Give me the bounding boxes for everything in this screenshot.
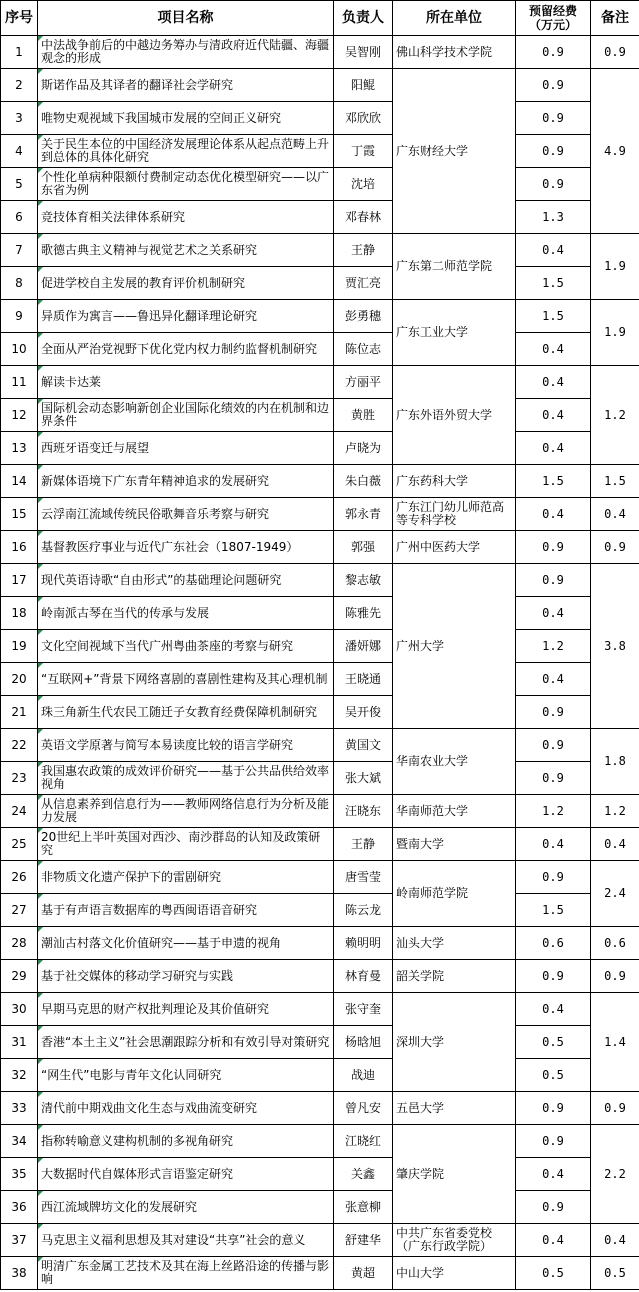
- project-name: 英语文学原著与简写本易读度比较的语言学研究: [38, 729, 334, 762]
- project-name: 珠三角新生代农民工随迁子女教育经费保障机制研究: [38, 696, 334, 729]
- remark-total: 1.8: [591, 729, 639, 795]
- reserved-fund: 0.4: [516, 366, 591, 399]
- row-number: 27: [1, 894, 38, 927]
- project-leader: 陈云龙: [334, 894, 393, 927]
- project-name: 马克思主义福利思想及其对建设“共享”社会的意义: [38, 1224, 334, 1257]
- project-name: 大数据时代自媒体形式言语鉴定研究: [38, 1158, 334, 1191]
- reserved-fund: 0.4: [516, 432, 591, 465]
- row-number: 38: [1, 1257, 38, 1290]
- project-name: “网生代”电影与青年文化认同研究: [38, 1059, 334, 1092]
- table-row: [1, 696, 639, 729]
- table-row: [1, 1224, 639, 1257]
- row-number: 19: [1, 630, 38, 663]
- project-leader: 邓春林: [334, 201, 393, 234]
- institution: 广东药科大学: [393, 465, 516, 498]
- row-number: 14: [1, 465, 38, 498]
- institution: 岭南师范学院: [393, 861, 516, 927]
- reserved-fund: 1.3: [516, 201, 591, 234]
- table-row: [1, 498, 639, 531]
- remark-total: 0.4: [591, 498, 639, 531]
- institution: 深圳大学: [393, 993, 516, 1092]
- institution: 韶关学院: [393, 960, 516, 993]
- table-row: [1, 1092, 639, 1125]
- project-name: 从信息素养到信息行为——教师网络信息行为分析及能力发展: [38, 795, 334, 828]
- project-leader: 彭勇穗: [334, 300, 393, 333]
- project-leader: 陈位志: [334, 333, 393, 366]
- reserved-fund: 0.9: [516, 1125, 591, 1158]
- reserved-fund: 0.9: [516, 861, 591, 894]
- project-name: 西江流域牌坊文化的发展研究: [38, 1191, 334, 1224]
- project-name: 早期马克思的财产权批判理论及其价值研究: [38, 993, 334, 1026]
- reserved-fund: 0.4: [516, 333, 591, 366]
- reserved-fund: 0.4: [516, 597, 591, 630]
- project-leader: 王晓通: [334, 663, 393, 696]
- table-row: [1, 234, 639, 267]
- project-leader: 吴开俊: [334, 696, 393, 729]
- project-name: 香港“本土主义”社会思潮跟踪分析和有效引导对策研究: [38, 1026, 334, 1059]
- remark-total: 1.9: [591, 234, 639, 300]
- table-row: [1, 927, 639, 960]
- table-row: [1, 795, 639, 828]
- reserved-fund: 0.9: [516, 69, 591, 102]
- institution: 广州大学: [393, 564, 516, 729]
- table-row: [1, 531, 639, 564]
- table-row: [1, 102, 639, 135]
- row-number: 7: [1, 234, 38, 267]
- project-name: 云浮南江流域传统民俗歌舞音乐考察与研究: [38, 498, 334, 531]
- reserved-fund: 0.9: [516, 1191, 591, 1224]
- project-name: 唯物史观视域下我国城市发展的空间正义研究: [38, 102, 334, 135]
- reserved-fund: 0.9: [516, 168, 591, 201]
- institution: 华南农业大学: [393, 729, 516, 795]
- table-row: [1, 597, 639, 630]
- row-number: 22: [1, 729, 38, 762]
- table-row: [1, 69, 639, 102]
- reserved-fund: 0.4: [516, 1224, 591, 1257]
- table-row: [1, 729, 639, 762]
- row-number: 10: [1, 333, 38, 366]
- institution: 汕头大学: [393, 927, 516, 960]
- table-row: [1, 1257, 639, 1290]
- remark-total: 1.4: [591, 993, 639, 1092]
- project-name: 清代前中期戏曲文化生态与戏曲流变研究: [38, 1092, 334, 1125]
- reserved-fund: 0.5: [516, 1257, 591, 1290]
- institution: 华南师范大学: [393, 795, 516, 828]
- reserved-fund: 1.2: [516, 795, 591, 828]
- remark-total: 3.8: [591, 564, 639, 729]
- project-leader: 张守奎: [334, 993, 393, 1026]
- row-number: 17: [1, 564, 38, 597]
- row-number: 15: [1, 498, 38, 531]
- row-number: 4: [1, 135, 38, 168]
- project-leader: 汪晓东: [334, 795, 393, 828]
- remark-total: 0.6: [591, 927, 639, 960]
- project-name: 潮汕古村落文化价值研究——基于申遗的视角: [38, 927, 334, 960]
- row-number: 8: [1, 267, 38, 300]
- project-name: 基督教医疗事业与近代广东社会（1807-1949）: [38, 531, 334, 564]
- table-row: [1, 366, 639, 399]
- project-name: 明清广东金属工艺技术及其在海上丝路沿途的传播与影响: [38, 1257, 334, 1290]
- table-row: [1, 333, 639, 366]
- institution: 广州中医药大学: [393, 531, 516, 564]
- reserved-fund: 0.9: [516, 102, 591, 135]
- table-row: [1, 861, 639, 894]
- table-row: [1, 201, 639, 234]
- row-number: 13: [1, 432, 38, 465]
- institution: 肇庆学院: [393, 1125, 516, 1224]
- row-number: 1: [1, 36, 38, 69]
- reserved-fund: 0.4: [516, 1158, 591, 1191]
- reserved-fund: 1.5: [516, 267, 591, 300]
- project-leader: 唐雪莹: [334, 861, 393, 894]
- reserved-fund: 0.4: [516, 663, 591, 696]
- institution: 广东外语外贸大学: [393, 366, 516, 465]
- row-number: 31: [1, 1026, 38, 1059]
- project-name: 西班牙语变迁与展望: [38, 432, 334, 465]
- row-number: 21: [1, 696, 38, 729]
- table-row: [1, 300, 639, 333]
- row-number: 23: [1, 762, 38, 795]
- remark-total: 0.4: [591, 828, 639, 861]
- project-leader: 黄国文: [334, 729, 393, 762]
- project-name: 指称转喻意义建构机制的多视角研究: [38, 1125, 334, 1158]
- project-name: 竞技体育相关法律体系研究: [38, 201, 334, 234]
- row-number: 20: [1, 663, 38, 696]
- project-leader: 卢晓为: [334, 432, 393, 465]
- reserved-fund: 0.4: [516, 399, 591, 432]
- project-name: 岭南派古琴在当代的传承与发展: [38, 597, 334, 630]
- table-row: [1, 168, 639, 201]
- project-name: 文化空间视域下当代广州粤曲茶座的考察与研究: [38, 630, 334, 663]
- remark-total: 0.9: [591, 531, 639, 564]
- remark-total: 2.4: [591, 861, 639, 927]
- project-name: 现代英语诗歌“自由形式”的基础理论问题研究: [38, 564, 334, 597]
- reserved-fund: 0.9: [516, 696, 591, 729]
- reserved-fund: 0.9: [516, 36, 591, 69]
- table-row: [1, 828, 639, 861]
- project-name: 基于社交媒体的移动学习研究与实践: [38, 960, 334, 993]
- institution: 暨南大学: [393, 828, 516, 861]
- reserved-fund: 0.5: [516, 1026, 591, 1059]
- header-row: [1, 1, 639, 36]
- project-name: 非物质文化遗产保护下的雷剧研究: [38, 861, 334, 894]
- project-name: 歌德古典主义精神与视觉艺术之关系研究: [38, 234, 334, 267]
- project-name: 全面从严治党视野下优化党内权力制约监督机制研究: [38, 333, 334, 366]
- project-leader: 陈雅先: [334, 597, 393, 630]
- row-number: 34: [1, 1125, 38, 1158]
- row-number: 29: [1, 960, 38, 993]
- table-row: [1, 993, 639, 1026]
- remark-total: 0.5: [591, 1257, 639, 1290]
- table-row: [1, 663, 639, 696]
- project-leader: 赖明明: [334, 927, 393, 960]
- remark-total: 1.2: [591, 366, 639, 465]
- institution: 中共广东省委党校（广东行政学院）: [393, 1224, 516, 1257]
- table-row: [1, 267, 639, 300]
- row-number: 30: [1, 993, 38, 1026]
- institution: 中山大学: [393, 1257, 516, 1290]
- row-number: 12: [1, 399, 38, 432]
- row-number: 32: [1, 1059, 38, 1092]
- header-no: 序号: [1, 1, 38, 36]
- row-number: 25: [1, 828, 38, 861]
- project-name: 个性化单病种限额付费制定动态优化模型研究——以广东省为例: [38, 168, 334, 201]
- reserved-fund: 0.9: [516, 960, 591, 993]
- project-name: 我国惠农政策的成效评价研究——基于公共品供给效率视角: [38, 762, 334, 795]
- remark-total: 1.2: [591, 795, 639, 828]
- project-leader: 张意柳: [334, 1191, 393, 1224]
- project-name: 基于有声语言数据库的粤西闽语语音研究: [38, 894, 334, 927]
- header-unit: 所在单位: [393, 1, 516, 36]
- project-leader: 邓欣欣: [334, 102, 393, 135]
- institution: 五邑大学: [393, 1092, 516, 1125]
- remark-total: 1.5: [591, 465, 639, 498]
- remark-total: 0.9: [591, 960, 639, 993]
- project-leader: 贾汇亮: [334, 267, 393, 300]
- project-leader: 曾凡安: [334, 1092, 393, 1125]
- table-row: [1, 1125, 639, 1158]
- project-name: 关于民生本位的中国经济发展理论体系从起点范畴上升到总体的具体化研究: [38, 135, 334, 168]
- row-number: 18: [1, 597, 38, 630]
- project-leader: 张大斌: [334, 762, 393, 795]
- project-leader: 方丽平: [334, 366, 393, 399]
- reserved-fund: 0.4: [516, 993, 591, 1026]
- row-number: 24: [1, 795, 38, 828]
- project-name: “互联网+”背景下网络喜剧的喜剧性建构及其心理机制: [38, 663, 334, 696]
- remark-total: 2.2: [591, 1125, 639, 1224]
- row-number: 36: [1, 1191, 38, 1224]
- project-leader: 江晓红: [334, 1125, 393, 1158]
- project-leader: 林育曼: [334, 960, 393, 993]
- project-leader: 舒建华: [334, 1224, 393, 1257]
- project-leader: 郭强: [334, 531, 393, 564]
- reserved-fund: 0.4: [516, 234, 591, 267]
- project-leader: 关鑫: [334, 1158, 393, 1191]
- row-number: 37: [1, 1224, 38, 1257]
- reserved-fund: 1.2: [516, 630, 591, 663]
- table-row: [1, 960, 639, 993]
- project-name: 促进学校自主发展的教育评价机制研究: [38, 267, 334, 300]
- remark-total: 4.9: [591, 69, 639, 234]
- institution: 广东工业大学: [393, 300, 516, 366]
- remark-total: 0.9: [591, 1092, 639, 1125]
- project-name: 新媒体语境下广东青年精神追求的发展研究: [38, 465, 334, 498]
- project-leader: 吴智刚: [334, 36, 393, 69]
- project-leader: 黎志敏: [334, 564, 393, 597]
- reserved-fund: 0.9: [516, 531, 591, 564]
- institution: 佛山科学技术学院: [393, 36, 516, 69]
- table-row: [1, 1191, 639, 1224]
- row-number: 35: [1, 1158, 38, 1191]
- header-remark: 备注: [591, 1, 639, 36]
- reserved-fund: 0.5: [516, 1059, 591, 1092]
- project-leader: 战迪: [334, 1059, 393, 1092]
- header-name: 项目名称: [38, 1, 334, 36]
- project-leader: 阳鲲: [334, 69, 393, 102]
- reserved-fund: 0.9: [516, 1092, 591, 1125]
- project-name: 20世纪上半叶英国对西沙、南沙群岛的认知及政策研究: [38, 828, 334, 861]
- table-body: [1, 36, 639, 1290]
- institution: 广东第二师范学院: [393, 234, 516, 300]
- institution: 广东财经大学: [393, 69, 516, 234]
- table-row: [1, 1026, 639, 1059]
- institution: 广东江门幼儿师范高等专科学校: [393, 498, 516, 531]
- project-leader: 潘妍娜: [334, 630, 393, 663]
- table-row: [1, 135, 639, 168]
- table-row: [1, 465, 639, 498]
- project-leader: 杨晗旭: [334, 1026, 393, 1059]
- row-number: 16: [1, 531, 38, 564]
- project-leader: 王静: [334, 828, 393, 861]
- remark-total: 0.4: [591, 1224, 639, 1257]
- table-row: [1, 894, 639, 927]
- project-leader: 沈培: [334, 168, 393, 201]
- reserved-fund: 0.6: [516, 927, 591, 960]
- reserved-fund: 0.9: [516, 762, 591, 795]
- remark-total: 1.9: [591, 300, 639, 366]
- reserved-fund: 0.9: [516, 729, 591, 762]
- project-leader: 王静: [334, 234, 393, 267]
- project-leader: 朱白薇: [334, 465, 393, 498]
- remark-total: 0.9: [591, 36, 639, 69]
- table-row: [1, 36, 639, 69]
- table-row: [1, 1059, 639, 1092]
- reserved-fund: 0.4: [516, 498, 591, 531]
- reserved-fund: 0.4: [516, 828, 591, 861]
- project-name: 解读卡达莱: [38, 366, 334, 399]
- project-leader: 郭永青: [334, 498, 393, 531]
- table-row: [1, 762, 639, 795]
- reserved-fund: 0.9: [516, 135, 591, 168]
- header-person: 负责人: [334, 1, 393, 36]
- row-number: 33: [1, 1092, 38, 1125]
- project-name: 中法战争前后的中越边务筹办与清政府近代陆疆、海疆观念的形成: [38, 36, 334, 69]
- row-number: 5: [1, 168, 38, 201]
- reserved-fund: 1.5: [516, 300, 591, 333]
- row-number: 3: [1, 102, 38, 135]
- row-number: 6: [1, 201, 38, 234]
- table-row: [1, 630, 639, 663]
- project-leader: 黄超: [334, 1257, 393, 1290]
- row-number: 26: [1, 861, 38, 894]
- project-name: 国际机会动态影响新创企业国际化绩效的内在机制和边界条件: [38, 399, 334, 432]
- project-leader: 黄胜: [334, 399, 393, 432]
- header-fund: 预留经费（万元）: [516, 1, 591, 36]
- reserved-fund: 0.9: [516, 564, 591, 597]
- row-number: 2: [1, 69, 38, 102]
- row-number: 28: [1, 927, 38, 960]
- project-name: 斯诺作品及其译者的翻译社会学研究: [38, 69, 334, 102]
- row-number: 9: [1, 300, 38, 333]
- reserved-fund: 1.5: [516, 894, 591, 927]
- table-row: [1, 399, 639, 432]
- reserved-fund: 1.5: [516, 465, 591, 498]
- project-leader: 丁霞: [334, 135, 393, 168]
- row-number: 11: [1, 366, 38, 399]
- table-row: [1, 564, 639, 597]
- table-row: [1, 1158, 639, 1191]
- table-row: [1, 432, 639, 465]
- project-name: 异质作为寓言——鲁迅异化翻译理论研究: [38, 300, 334, 333]
